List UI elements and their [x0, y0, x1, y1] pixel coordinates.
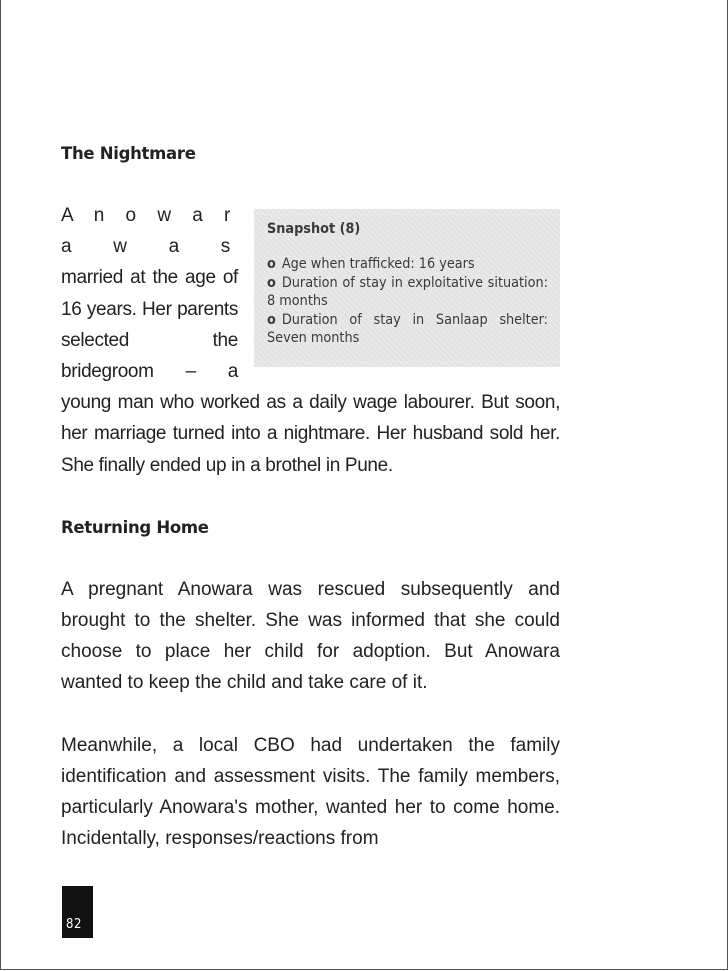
paragraph-family: Meanwhile, a local CBO had undertaken the family identification and assessment visits. The family members, particularly Anowara's mother, wanted her to come home. Incidentally, responses/reactions from	[61, 734, 560, 850]
bullet-icon: o	[267, 256, 276, 273]
heading-returning-home: Returning Home	[61, 517, 209, 537]
snapshot-box	[254, 209, 560, 367]
paragraph-body: married at the age of 16 years. Her parents selected the bridegroom – a young man who worked as a daily wage labourer. But soon, her marriage turned into a nightmare. Her husband sold her. She finally ended up in a brothel in Pune.	[61, 267, 560, 476]
document-body	[61, 138, 560, 854]
snapshot-item-shelter: o Duration of stay in Sanlaap shelter: Seven months	[267, 311, 548, 347]
snapshot-title: Snapshot (8)	[267, 221, 361, 237]
nightmare-section	[61, 200, 560, 481]
paragraph-lead: A n o w a r a w a s	[61, 205, 238, 258]
page-number: 82	[62, 886, 93, 938]
bullet-icon: o	[267, 274, 276, 291]
snapshot-item-exploitation: o Duration of stay in exploitative situation: 8 months	[267, 274, 548, 310]
heading-the-nightmare: The Nightmare	[61, 144, 196, 163]
paragraph-rescue: A pregnant Anowara was rescued subsequently and brought to the shelter. She was informed that she could choose to place her child for adoption. But Anowara wanted to keep the child and take care of it.	[61, 578, 560, 694]
bullet-icon: o	[267, 311, 276, 328]
snapshot-item-age: o Age when trafficked: 16 years	[267, 256, 475, 273]
